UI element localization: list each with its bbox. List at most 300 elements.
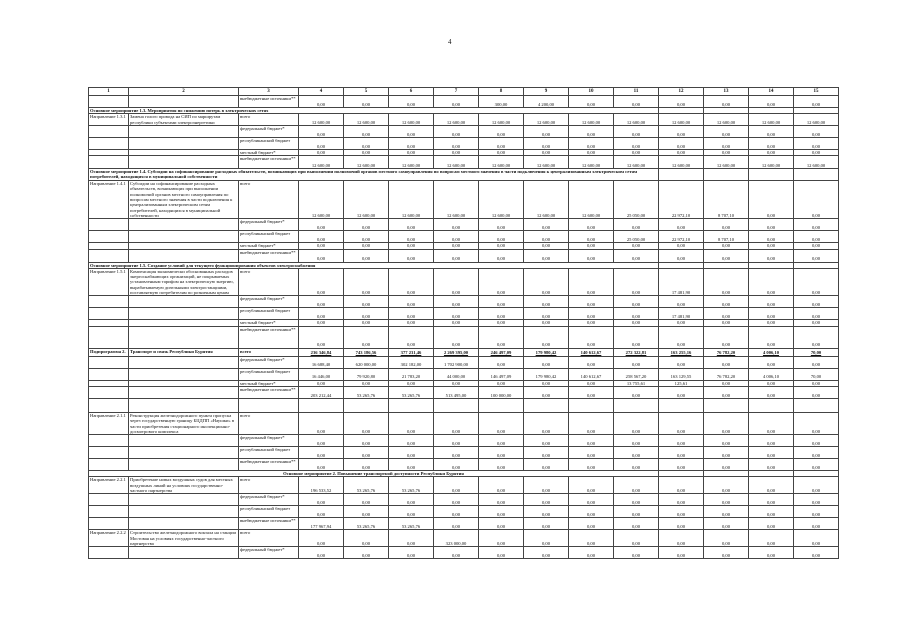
value-cell: 0,00 bbox=[434, 547, 479, 559]
value-cell: 0,00 bbox=[524, 380, 569, 386]
header-cell: 9 bbox=[524, 88, 569, 96]
value-cell: 0,00 bbox=[794, 547, 839, 559]
direction-cell bbox=[89, 547, 129, 559]
value-cell: 12 600,00 bbox=[569, 181, 614, 219]
source-cell: республиканский бюджет bbox=[239, 368, 299, 380]
direction-cell bbox=[89, 125, 129, 137]
direction-cell bbox=[89, 356, 129, 368]
value-cell: 163 255,16 bbox=[659, 348, 704, 356]
description-cell bbox=[129, 308, 239, 320]
direction-cell bbox=[89, 156, 129, 169]
value-cell: 0,00 bbox=[794, 249, 839, 262]
source-cell: внебюджетные источники** bbox=[239, 96, 299, 108]
value-cell: 70,00 bbox=[794, 348, 839, 356]
value-cell: 0,00 bbox=[479, 125, 524, 137]
value-cell: 0,00 bbox=[794, 447, 839, 459]
direction-cell: Направление 1.4.1 bbox=[89, 181, 129, 219]
value-cell: 0,00 bbox=[749, 243, 794, 249]
value-cell: 0,00 bbox=[659, 320, 704, 326]
value-cell: 0,00 bbox=[344, 447, 389, 459]
source-cell: внебюджетные источники** bbox=[239, 326, 299, 348]
table-row bbox=[89, 348, 839, 356]
value-cell: 0,00 bbox=[659, 249, 704, 262]
value-cell: 0,00 bbox=[299, 96, 344, 108]
direction-cell bbox=[89, 386, 129, 398]
value-cell: 0,00 bbox=[659, 125, 704, 137]
value-cell: 0,00 bbox=[524, 412, 569, 434]
page-number: 4 bbox=[448, 38, 452, 46]
value-cell: 0,00 bbox=[344, 96, 389, 108]
value-cell: 0,00 bbox=[524, 219, 569, 231]
value-cell: 0,00 bbox=[434, 320, 479, 326]
value-cell: 0,00 bbox=[389, 459, 434, 471]
value-cell: 0,00 bbox=[479, 308, 524, 320]
direction-cell: Направление 1.5.1 bbox=[89, 268, 129, 295]
value-cell: 0,00 bbox=[389, 125, 434, 137]
value-cell: 12 600,00 bbox=[299, 114, 344, 126]
value-cell: 12 600,00 bbox=[344, 114, 389, 126]
empty-cell bbox=[389, 398, 434, 412]
value-cell: 0,00 bbox=[344, 494, 389, 506]
description-cell bbox=[129, 459, 239, 471]
value-cell: 0,00 bbox=[389, 243, 434, 249]
header-cell: 1 bbox=[89, 88, 129, 96]
value-cell: 0,00 bbox=[434, 459, 479, 471]
value-cell: 12 600,00 bbox=[299, 156, 344, 169]
value-cell: 0,00 bbox=[704, 386, 749, 398]
value-cell: 0,00 bbox=[389, 412, 434, 434]
value-cell: 0,00 bbox=[794, 435, 839, 447]
value-cell: 0,00 bbox=[434, 380, 479, 386]
value-cell: 0,00 bbox=[749, 518, 794, 530]
direction-cell: Направление 2.2.2 bbox=[89, 530, 129, 547]
value-cell: 0,00 bbox=[524, 435, 569, 447]
description-cell bbox=[129, 547, 239, 559]
value-cell: 53 265,76 bbox=[389, 386, 434, 398]
empty-cell bbox=[524, 398, 569, 412]
description-cell bbox=[129, 518, 239, 530]
value-cell: 0,00 bbox=[569, 412, 614, 434]
header-cell: 2 bbox=[129, 88, 239, 96]
value-cell: 0,00 bbox=[299, 308, 344, 320]
value-cell: 8 707,10 bbox=[704, 181, 749, 219]
value-cell: 0,00 bbox=[749, 412, 794, 434]
source-cell: всего bbox=[239, 114, 299, 126]
description-cell bbox=[129, 249, 239, 262]
value-cell: 0,00 bbox=[749, 137, 794, 149]
description-cell bbox=[129, 231, 239, 243]
value-cell: 53 265,76 bbox=[389, 477, 434, 494]
direction-cell: Направление 2.2.1 bbox=[89, 477, 129, 494]
value-cell: 0,00 bbox=[659, 518, 704, 530]
value-cell: 0,00 bbox=[749, 96, 794, 108]
value-cell: 0,00 bbox=[389, 447, 434, 459]
value-cell: 0,00 bbox=[299, 506, 344, 518]
value-cell: 0,00 bbox=[569, 231, 614, 243]
description-cell bbox=[129, 326, 239, 348]
table-row bbox=[89, 219, 839, 231]
value-cell: 0,00 bbox=[614, 412, 659, 434]
value-cell: 0,00 bbox=[569, 296, 614, 308]
table-row bbox=[89, 494, 839, 506]
value-cell: 0,00 bbox=[569, 249, 614, 262]
value-cell: 0,00 bbox=[299, 547, 344, 559]
value-cell: 12 600,00 bbox=[479, 156, 524, 169]
value-cell: 0,00 bbox=[434, 249, 479, 262]
value-cell: 0,00 bbox=[614, 477, 659, 494]
value-cell: 12 600,00 bbox=[704, 156, 749, 169]
description-cell bbox=[129, 494, 239, 506]
value-cell: 0,00 bbox=[794, 530, 839, 547]
value-cell: 0,00 bbox=[299, 320, 344, 326]
value-cell: 0,00 bbox=[659, 386, 704, 398]
value-cell: 0,00 bbox=[569, 380, 614, 386]
table-row bbox=[89, 356, 839, 368]
value-cell: 0,00 bbox=[299, 137, 344, 149]
value-cell: 0,00 bbox=[614, 326, 659, 348]
source-cell: всего bbox=[239, 530, 299, 547]
value-cell: 0,00 bbox=[794, 386, 839, 398]
value-cell: 0,00 bbox=[524, 447, 569, 459]
value-cell: 0,00 bbox=[479, 547, 524, 559]
value-cell: 0,00 bbox=[524, 268, 569, 295]
value-cell: 0,00 bbox=[479, 356, 524, 368]
value-cell: 0,00 bbox=[479, 268, 524, 295]
value-cell: 12 600,00 bbox=[524, 181, 569, 219]
value-cell: 0,00 bbox=[434, 494, 479, 506]
value-cell: 4 006,10 bbox=[749, 368, 794, 380]
source-cell: всего bbox=[239, 412, 299, 434]
value-cell: 0,00 bbox=[749, 386, 794, 398]
value-cell: 12 600,00 bbox=[659, 114, 704, 126]
empty-cell bbox=[659, 398, 704, 412]
table-row bbox=[89, 137, 839, 149]
value-cell: 0,00 bbox=[344, 435, 389, 447]
value-cell: 0,00 bbox=[389, 547, 434, 559]
value-cell: 0,00 bbox=[614, 494, 659, 506]
value-cell: 0,00 bbox=[344, 320, 389, 326]
source-cell: республиканский бюджет bbox=[239, 308, 299, 320]
value-cell: 53 265,76 bbox=[344, 386, 389, 398]
header-cell: 5 bbox=[344, 88, 389, 96]
value-cell: 0,00 bbox=[479, 243, 524, 249]
direction-cell bbox=[89, 326, 129, 348]
source-cell: местный бюджет* bbox=[239, 149, 299, 155]
value-cell: 4 006,10 bbox=[749, 348, 794, 356]
value-cell: 0,00 bbox=[704, 494, 749, 506]
value-cell: 0,00 bbox=[659, 137, 704, 149]
table-row bbox=[89, 114, 839, 126]
value-cell: 140 612,67 bbox=[569, 368, 614, 380]
value-cell: 0,00 bbox=[704, 320, 749, 326]
value-cell: 0,00 bbox=[344, 125, 389, 137]
description-cell: Субсидии на софинансирование расходных обязательств, возникающих при выполнении полномочий органов местного самоуправления по вопросам местного значения в части подключения к централизованным электрическим сетям потребителей, находящихся в муниципальной собственности bbox=[129, 181, 239, 219]
value-cell: 0,00 bbox=[434, 96, 479, 108]
value-cell: 0,00 bbox=[794, 380, 839, 386]
value-cell: 0,00 bbox=[704, 268, 749, 295]
value-cell: 2 269 395,00 bbox=[434, 348, 479, 356]
value-cell: 0,00 bbox=[569, 243, 614, 249]
section-title: Основное мероприятие 2. Повышение транспортной доступности Республики Бурятия bbox=[89, 471, 659, 477]
table-row bbox=[89, 125, 839, 137]
value-cell: 0,00 bbox=[389, 296, 434, 308]
value-cell: 0,00 bbox=[434, 219, 479, 231]
value-cell: 0,00 bbox=[659, 547, 704, 559]
value-cell: 0,00 bbox=[749, 459, 794, 471]
value-cell: 0,00 bbox=[569, 459, 614, 471]
value-cell: 4 200,00 bbox=[524, 96, 569, 108]
table-row bbox=[89, 386, 839, 398]
table-row bbox=[89, 435, 839, 447]
value-cell: 0,00 bbox=[299, 268, 344, 295]
value-cell: 0,00 bbox=[299, 249, 344, 262]
value-cell: 0,00 bbox=[794, 494, 839, 506]
value-cell: 0,00 bbox=[524, 125, 569, 137]
value-cell: 21 783,20 bbox=[389, 368, 434, 380]
value-cell: 0,00 bbox=[614, 137, 659, 149]
value-cell: 12 600,00 bbox=[344, 156, 389, 169]
value-cell: 0,00 bbox=[659, 459, 704, 471]
value-cell: 12 600,00 bbox=[794, 156, 839, 169]
value-cell: 0,00 bbox=[479, 149, 524, 155]
value-cell: 0,00 bbox=[524, 320, 569, 326]
value-cell: 0,00 bbox=[749, 494, 794, 506]
empty-cell bbox=[129, 398, 239, 412]
value-cell: 323 000,00 bbox=[434, 530, 479, 547]
value-cell: 0,00 bbox=[704, 249, 749, 262]
header-cell: 10 bbox=[569, 88, 614, 96]
value-cell: 0,00 bbox=[569, 518, 614, 530]
value-cell: 0,00 bbox=[479, 219, 524, 231]
description-cell: Замена голого провода на СИП по маршрутам республики субъектами электроэнергетики bbox=[129, 114, 239, 126]
value-cell: 76 782,20 bbox=[704, 368, 749, 380]
direction-cell bbox=[89, 308, 129, 320]
value-cell: 0,00 bbox=[614, 459, 659, 471]
value-cell: 0,00 bbox=[389, 149, 434, 155]
value-cell: 0,00 bbox=[749, 181, 794, 219]
value-cell: 22 972,10 bbox=[659, 231, 704, 243]
value-cell: 0,00 bbox=[299, 530, 344, 547]
value-cell: 12 600,00 bbox=[614, 156, 659, 169]
description-cell bbox=[129, 125, 239, 137]
value-cell: 0,00 bbox=[749, 219, 794, 231]
value-cell: 0,00 bbox=[389, 506, 434, 518]
value-cell: 0,00 bbox=[569, 530, 614, 547]
value-cell: 0,00 bbox=[479, 412, 524, 434]
table-row bbox=[89, 518, 839, 530]
value-cell: 0,00 bbox=[479, 380, 524, 386]
value-cell: 0,00 bbox=[299, 296, 344, 308]
value-cell: 12 600,00 bbox=[749, 156, 794, 169]
source-cell: внебюджетные источники** bbox=[239, 518, 299, 530]
empty-cell bbox=[239, 398, 299, 412]
value-cell: 12 600,00 bbox=[389, 114, 434, 126]
value-cell: 0,00 bbox=[704, 518, 749, 530]
value-cell: 236 346,84 bbox=[299, 348, 344, 356]
value-cell: 0,00 bbox=[704, 412, 749, 434]
value-cell: 0,00 bbox=[704, 149, 749, 155]
source-cell: федеральный бюджет* bbox=[239, 356, 299, 368]
direction-cell bbox=[89, 96, 129, 108]
value-cell: 0,00 bbox=[569, 477, 614, 494]
table-row bbox=[89, 308, 839, 320]
value-cell: 0,00 bbox=[659, 530, 704, 547]
value-cell: 0,00 bbox=[659, 296, 704, 308]
table-row bbox=[89, 96, 839, 108]
source-cell: всего bbox=[239, 348, 299, 356]
value-cell: 0,00 bbox=[389, 219, 434, 231]
value-cell: 0,00 bbox=[299, 380, 344, 386]
header-row bbox=[89, 88, 839, 96]
value-cell: 0,00 bbox=[299, 494, 344, 506]
value-cell: 12 600,00 bbox=[389, 181, 434, 219]
value-cell: 0,00 bbox=[299, 459, 344, 471]
source-cell: всего bbox=[239, 268, 299, 295]
direction-cell bbox=[89, 459, 129, 471]
value-cell: 53 265,76 bbox=[389, 518, 434, 530]
value-cell: 0,00 bbox=[524, 137, 569, 149]
table-row bbox=[89, 368, 839, 380]
value-cell: 0,00 bbox=[569, 506, 614, 518]
value-cell: 0,00 bbox=[524, 477, 569, 494]
value-cell: 0,00 bbox=[794, 219, 839, 231]
value-cell: 0,00 bbox=[704, 435, 749, 447]
value-cell: 0,00 bbox=[704, 356, 749, 368]
value-cell: 0,00 bbox=[524, 547, 569, 559]
header-cell: 13 bbox=[704, 88, 749, 96]
value-cell: 0,00 bbox=[434, 137, 479, 149]
source-cell: внебюджетные источники** bbox=[239, 459, 299, 471]
value-cell: 0,00 bbox=[479, 530, 524, 547]
value-cell: 12 600,00 bbox=[524, 156, 569, 169]
value-cell: 179 980,42 bbox=[524, 348, 569, 356]
value-cell: 0,00 bbox=[479, 447, 524, 459]
value-cell: 25 050,00 bbox=[614, 181, 659, 219]
value-cell: 0,00 bbox=[479, 506, 524, 518]
description-cell bbox=[129, 447, 239, 459]
source-cell: федеральный бюджет* bbox=[239, 296, 299, 308]
value-cell: 0,00 bbox=[299, 412, 344, 434]
value-cell: 0,00 bbox=[299, 149, 344, 155]
value-cell: 12 600,00 bbox=[569, 156, 614, 169]
value-cell: 0,00 bbox=[479, 231, 524, 243]
source-cell: внебюджетные источники** bbox=[239, 156, 299, 169]
header-cell: 3 bbox=[239, 88, 299, 96]
value-cell: 0,00 bbox=[704, 547, 749, 559]
value-cell: 0,00 bbox=[704, 125, 749, 137]
header-cell: 11 bbox=[614, 88, 659, 96]
empty-cell bbox=[794, 398, 839, 412]
value-cell: 0,00 bbox=[434, 243, 479, 249]
budget-table bbox=[88, 87, 839, 559]
value-cell: 0,00 bbox=[299, 219, 344, 231]
direction-cell bbox=[89, 447, 129, 459]
value-cell: 0,00 bbox=[524, 326, 569, 348]
value-cell: 0,00 bbox=[344, 243, 389, 249]
value-cell: 0,00 bbox=[434, 231, 479, 243]
description-cell bbox=[129, 156, 239, 169]
value-cell: 0,00 bbox=[524, 530, 569, 547]
value-cell: 0,00 bbox=[704, 380, 749, 386]
header-cell: 15 bbox=[794, 88, 839, 96]
value-cell: 0,00 bbox=[794, 477, 839, 494]
value-cell: 0,00 bbox=[614, 125, 659, 137]
table-row bbox=[89, 156, 839, 169]
table-row bbox=[89, 169, 839, 181]
direction-cell bbox=[89, 518, 129, 530]
value-cell: 0,00 bbox=[479, 494, 524, 506]
value-cell: 620 000,00 bbox=[344, 356, 389, 368]
value-cell: 0,00 bbox=[524, 296, 569, 308]
value-cell: 0,00 bbox=[569, 219, 614, 231]
direction-cell bbox=[89, 506, 129, 518]
value-cell: 0,00 bbox=[389, 249, 434, 262]
value-cell: 0,00 bbox=[569, 326, 614, 348]
description-cell: Транспорт и связь Республики Бурятия bbox=[129, 348, 239, 356]
value-cell: 0,00 bbox=[524, 494, 569, 506]
value-cell: 0,00 bbox=[299, 125, 344, 137]
value-cell: 12 600,00 bbox=[344, 181, 389, 219]
value-cell: 0,00 bbox=[434, 149, 479, 155]
description-cell bbox=[129, 435, 239, 447]
value-cell: 0,00 bbox=[704, 219, 749, 231]
value-cell: 0,00 bbox=[749, 530, 794, 547]
value-cell: 0,00 bbox=[794, 326, 839, 348]
value-cell: 12 600,00 bbox=[479, 181, 524, 219]
description-cell bbox=[129, 96, 239, 108]
value-cell: 0,00 bbox=[704, 447, 749, 459]
value-cell: 0,00 bbox=[389, 326, 434, 348]
value-cell: 0,00 bbox=[614, 386, 659, 398]
value-cell: 0,00 bbox=[524, 356, 569, 368]
value-cell: 300,00 bbox=[479, 96, 524, 108]
value-cell: 0,00 bbox=[614, 447, 659, 459]
value-cell: 0,00 bbox=[749, 308, 794, 320]
value-cell: 0,00 bbox=[614, 356, 659, 368]
value-cell: 79 920,80 bbox=[344, 368, 389, 380]
value-cell: 0,00 bbox=[614, 308, 659, 320]
description-cell: Компенсация экономически обоснованных расходов энергоснабжающих организаций, не покрываемых установленным тарифом на электрическую энергию, вырабатываемую дизельными электростанциями, поставляемую потребителям по розничным ценам bbox=[129, 268, 239, 295]
value-cell: 13 755,61 bbox=[614, 380, 659, 386]
value-cell: 0,00 bbox=[479, 518, 524, 530]
value-cell: 0,00 bbox=[659, 243, 704, 249]
table-row bbox=[89, 459, 839, 471]
empty-cell bbox=[479, 398, 524, 412]
value-cell: 0,00 bbox=[434, 447, 479, 459]
value-cell: 0,00 bbox=[524, 243, 569, 249]
value-cell: 0,00 bbox=[389, 435, 434, 447]
value-cell: 0,00 bbox=[344, 137, 389, 149]
table-row bbox=[89, 181, 839, 219]
value-cell: 0,00 bbox=[344, 308, 389, 320]
source-cell: республиканский бюджет bbox=[239, 447, 299, 459]
value-cell: 743 186,56 bbox=[344, 348, 389, 356]
value-cell: 0,00 bbox=[794, 296, 839, 308]
empty-cell bbox=[89, 398, 129, 412]
direction-cell bbox=[89, 249, 129, 262]
value-cell: 8 707,10 bbox=[704, 231, 749, 243]
value-cell: 12 600,00 bbox=[794, 114, 839, 126]
value-cell: 0,00 bbox=[704, 477, 749, 494]
value-cell: 12 600,00 bbox=[749, 114, 794, 126]
value-cell: 16 688,40 bbox=[299, 356, 344, 368]
value-cell: 0,00 bbox=[794, 459, 839, 471]
value-cell: 0,00 bbox=[479, 326, 524, 348]
value-cell: 0,00 bbox=[569, 494, 614, 506]
value-cell: 0,00 bbox=[659, 494, 704, 506]
direction-cell bbox=[89, 231, 129, 243]
source-cell: внебюджетные источники** bbox=[239, 249, 299, 262]
